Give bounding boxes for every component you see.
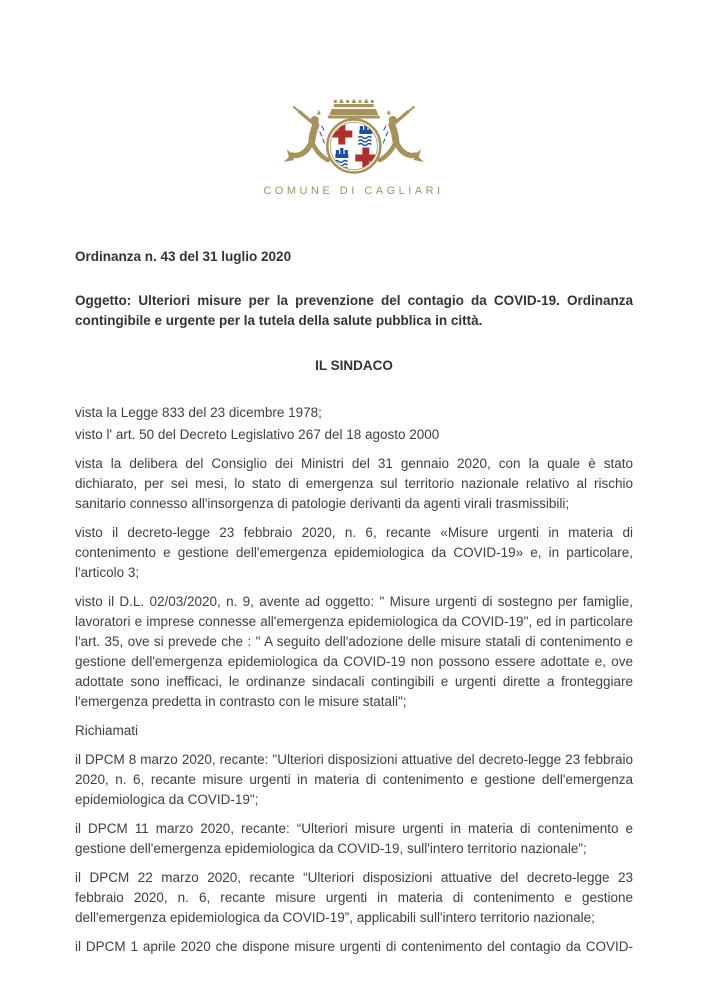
paragraph-9: il DPCM 22 marzo 2020, recante “Ulteriori disposizioni attuative del decreto-legge 23 febbraio 2020, n. 6, recante misure urgenti in materia di contenimento e gestione dell'emergenza epidemiologica da COVID-19”, applicabili sull'intero territorio nazionale; [75, 870, 633, 925]
cagliari-coat-of-arms-icon [283, 96, 423, 182]
paragraph-3: vista la delibera del Consiglio dei Ministri del 31 gennaio 2020, con la quale è stato dichiarato, per sei mesi, lo stato di emergenza sul territorio nazionale relativo al rischio sanitario connesso all'insorgenza di patologie derivanti da agenti virali trasmissibili; [75, 456, 633, 511]
document-body [75, 403, 633, 957]
paragraph-1: vista la Legge 833 del 23 dicembre 1978; [75, 405, 322, 420]
document-content [75, 247, 633, 966]
municipality-header [263, 96, 443, 197]
crown-icon [327, 99, 379, 119]
issuer-heading: IL SINDACO [315, 358, 393, 373]
paragraph-6: Richiamati [75, 723, 139, 738]
paragraph-7: il DPCM 8 marzo 2020, recante: "Ulteriori disposizioni attuative del decreto-legge 23 febbraio 2020, n. 6, recante misure urgenti in materia di contenimento e gestione dell'emergenza epidemiologica da COVID-19"; [75, 752, 633, 807]
paragraph-5: visto il D.L. 02/03/2020, n. 9, avente ad oggetto: " Misure urgenti di sostegno per famiglie, lavoratori e imprese connesse all'emergenza epidemiologica da COVID-19", ed in particolare l'art. 35, ove si prevede che : " A seguito dell'adozione delle misure statali di contenimento e gestione dell'emergenza epidemiologica da COVID-19 non possono essere adottate e, ove adottate sono inefficaci, le ordinanze sindacali contingibili e urgenti dirette a fronteggiare l'emergenza predetta in contrasto con le misure statali"; [75, 594, 633, 709]
paragraph-2: visto l' art. 50 del Decreto Legislativo 267 del 18 agosto 2000 [75, 427, 440, 442]
paragraph-8: il DPCM 11 marzo 2020, recante: “Ulteriori misure urgenti in materia di contenimento e gestione dell'emergenza epidemiologica da COVID-19, sull'intero territorio nazionale”; [75, 821, 633, 856]
paragraph-4: visto il decreto-legge 23 febbraio 2020, n. 6, recante «Misure urgenti in materia di contenimento e gestione dell'emergenza epidemiologica da COVID-19» e, in particolare, l'articolo 3; [75, 525, 633, 580]
subject-line: Oggetto: Ulteriori misure per la prevenzione del contagio da COVID-19. Ordinanza contingibile e urgente per la tutela della salute pubblica in città. [75, 293, 633, 328]
paragraph-10: il DPCM 1 aprile 2020 che dispone misure urgenti di contenimento del contagio da COVID- [75, 939, 633, 954]
municipality-name: COMUNE DI CAGLIARI [263, 185, 444, 197]
ordinance-title: Ordinanza n. 43 del 31 luglio 2020 [75, 249, 292, 264]
